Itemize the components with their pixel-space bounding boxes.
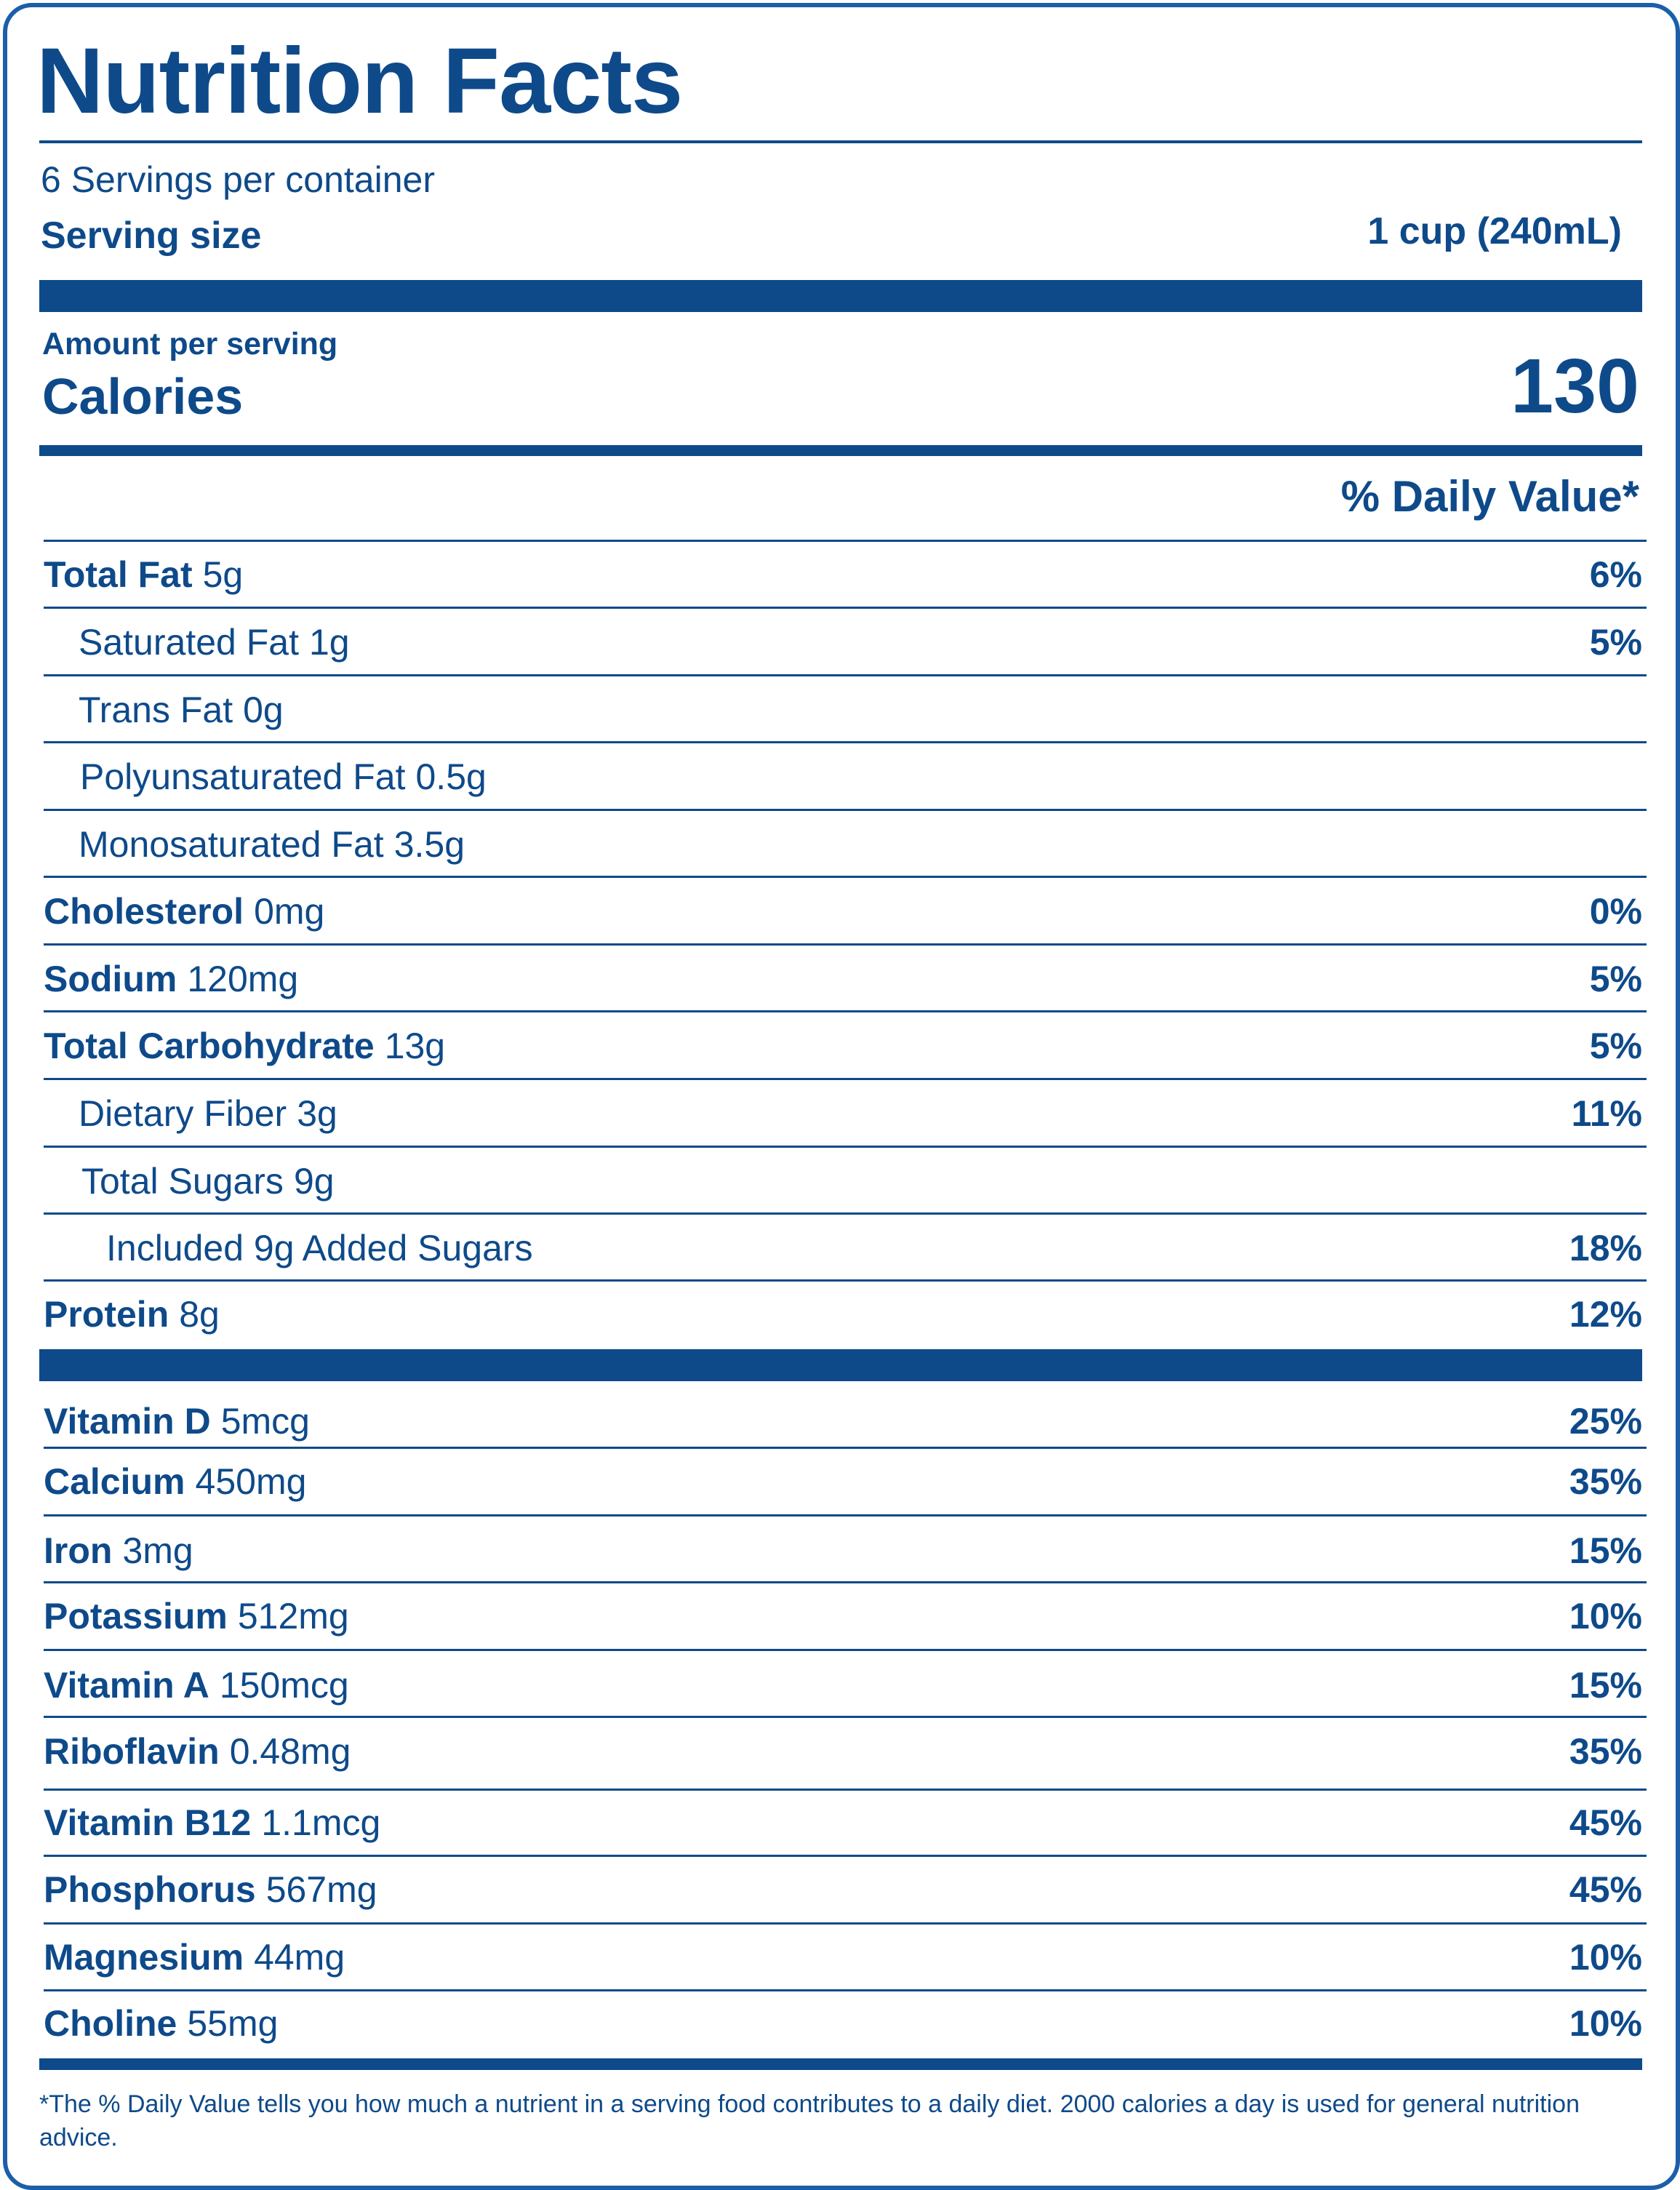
nutrient-name: Total Sugars: [81, 1161, 284, 1202]
daily-value-percent: 15%: [1569, 1530, 1642, 1571]
row-vitamin-d: [44, 1399, 1642, 1443]
nutrient-amount: 3g: [297, 1093, 337, 1134]
row-divider: [44, 1146, 1647, 1148]
nutrient-name: Vitamin D: [44, 1401, 211, 1442]
daily-value-percent: 5%: [1589, 1026, 1642, 1066]
footnote-divider: [39, 2058, 1642, 2070]
row-label: [44, 689, 284, 731]
row-divider: [44, 540, 1647, 542]
row-divider: [44, 1078, 1647, 1080]
nutrient-name: Dietary Fiber: [79, 1093, 287, 1134]
row-included-9g-added-sugars: [44, 1226, 1642, 1270]
nutrient-amount: 150mcg: [219, 1665, 349, 1706]
row-label: [44, 554, 243, 596]
row-label: [44, 1092, 337, 1135]
nutrient-name: Potassium: [44, 1596, 228, 1636]
row-potassium: [44, 1594, 1642, 1638]
nutrient-amount: 5mcg: [220, 1401, 310, 1442]
nutrient-amount: 3.5g: [393, 824, 465, 865]
nutrient-name: Polyunsaturated Fat: [80, 756, 406, 797]
row-divider: [44, 1649, 1647, 1651]
row-divider: [44, 1855, 1647, 1857]
calories-label: Calories: [42, 368, 244, 425]
row-phosphorus: [44, 1868, 1642, 1911]
row-choline: [44, 2002, 1642, 2045]
row-label: [44, 1227, 543, 1269]
nutrient-amount: 13g: [384, 1026, 446, 1066]
row-riboflavin: [44, 1730, 1642, 1773]
row-magnesium: [44, 1935, 1642, 1979]
nutrient-name: Iron: [44, 1530, 113, 1571]
row-divider: [44, 1716, 1647, 1718]
row-vitamin-a: [44, 1663, 1642, 1707]
nutrient-amount: 567mg: [265, 1869, 377, 1910]
nutrient-name: Total Carbohydrate: [44, 1026, 375, 1066]
row-protein: [44, 1292, 1642, 1336]
row-label: [44, 1160, 335, 1202]
row-total-carbohydrate: [44, 1024, 1642, 1068]
row-label: [44, 958, 298, 1000]
daily-value-percent: 45%: [1569, 1869, 1642, 1910]
row-calcium: [44, 1460, 1642, 1503]
label-title: Nutrition Facts: [36, 29, 683, 133]
daily-value-percent: 10%: [1569, 2003, 1642, 2044]
nutrient-amount: 5g: [202, 554, 244, 595]
thick-divider: [39, 280, 1642, 312]
row-divider: [44, 1279, 1647, 1282]
servings-per-container: 6 Servings per container: [41, 159, 435, 200]
nutrient-amount: 55mg: [187, 2003, 279, 2044]
daily-value-percent: 0%: [1589, 891, 1642, 932]
nutrient-amount: 0mg: [254, 891, 325, 932]
nutrient-amount: 1.1mcg: [261, 1802, 381, 1843]
row-monosaturated-fat: [44, 823, 1642, 866]
daily-value-percent: 12%: [1569, 1294, 1642, 1335]
vitamin-divider: [39, 1349, 1642, 1381]
row-divider: [44, 1010, 1647, 1012]
nutrient-amount: 512mg: [237, 1596, 349, 1636]
row-saturated-fat: [44, 620, 1642, 664]
row-label: [44, 823, 465, 866]
nutrient-name: Cholesterol: [44, 891, 244, 932]
nutrient-name: Choline: [44, 2003, 177, 2044]
row-dietary-fiber: [44, 1092, 1642, 1135]
daily-value-percent: 35%: [1569, 1731, 1642, 1772]
row-divider: [44, 1789, 1647, 1791]
nutrient-name: Phosphorus: [44, 1869, 256, 1910]
row-divider: [44, 1581, 1647, 1583]
row-trans-fat: [44, 688, 1642, 732]
row-divider: [44, 741, 1647, 743]
nutrient-name: Riboflavin: [44, 1731, 220, 1772]
daily-value-percent: 18%: [1569, 1228, 1642, 1268]
title-divider: [39, 140, 1642, 143]
row-cholesterol: [44, 890, 1642, 933]
nutrient-amount: 1g: [308, 622, 350, 663]
nutrient-name: Protein: [44, 1294, 169, 1335]
calories-value: 130: [1511, 343, 1639, 429]
row-label: [44, 1664, 349, 1706]
serving-size-value: 1 cup (240mL): [1367, 210, 1622, 252]
daily-value-header: % Daily Value*: [1340, 472, 1639, 521]
row-label: [44, 1400, 310, 1442]
medium-divider: [39, 445, 1642, 456]
nutrient-amount: 9g: [293, 1161, 335, 1202]
nutrient-name: Calcium: [44, 1461, 185, 1502]
nutrient-amount: 0g: [243, 690, 284, 730]
nutrient-amount: 8g: [179, 1294, 220, 1335]
row-label: [44, 890, 324, 932]
row-divider: [44, 1514, 1647, 1516]
row-label: [44, 756, 487, 798]
nutrient-amount: 3mg: [122, 1530, 193, 1571]
nutrient-name: Monosaturated Fat: [79, 824, 384, 865]
row-total-fat: [44, 553, 1642, 596]
amount-per-serving: Amount per serving: [42, 327, 338, 361]
daily-value-percent: 10%: [1569, 1937, 1642, 1978]
nutrient-amount: 450mg: [195, 1461, 307, 1502]
footnote: *The % Daily Value tells you how much a nutrient in a serving food contributes to a daily diet. 2000 calories a day is used for general nutrition advice.: [39, 2090, 1580, 2151]
row-sodium: [44, 957, 1642, 1001]
daily-value-percent: 15%: [1569, 1665, 1642, 1706]
daily-value-percent: 6%: [1589, 554, 1642, 595]
nutrient-amount: 44mg: [254, 1937, 345, 1978]
nutrient-amount: 0.48mg: [229, 1731, 351, 1772]
nutrient-name: Vitamin A: [44, 1665, 209, 1706]
row-iron: [44, 1529, 1642, 1572]
row-label: [44, 2002, 278, 2045]
serving-size-label: Serving size: [41, 215, 262, 257]
row-divider: [44, 876, 1647, 878]
row-divider: [44, 1212, 1647, 1215]
row-label: [44, 1936, 345, 1978]
nutrient-amount: 120mg: [187, 959, 299, 999]
daily-value-percent: 10%: [1569, 1596, 1642, 1636]
row-label: [44, 1869, 377, 1911]
row-label: [44, 1293, 220, 1335]
nutrient-name: Total Fat: [44, 554, 193, 595]
daily-value-percent: 25%: [1569, 1401, 1642, 1442]
row-vitamin-b12: [44, 1801, 1642, 1845]
nutrient-name: Sodium: [44, 959, 177, 999]
row-divider: [44, 943, 1647, 946]
nutrient-name: Magnesium: [44, 1937, 244, 1978]
row-label: [44, 1530, 193, 1572]
row-divider: [44, 607, 1647, 609]
row-divider: [44, 674, 1647, 676]
row-label: [44, 1025, 445, 1067]
nutrient-amount: 0.5g: [415, 756, 487, 797]
row-divider: [44, 1922, 1647, 1925]
daily-value-percent: 5%: [1589, 959, 1642, 999]
daily-value-percent: 5%: [1589, 622, 1642, 663]
nutrient-name: Saturated Fat: [79, 622, 299, 663]
row-label: [44, 1730, 351, 1773]
nutrient-name: Vitamin B12: [44, 1802, 252, 1843]
row-divider: [44, 1447, 1647, 1449]
nutrient-name: Included 9g Added Sugars: [106, 1228, 533, 1268]
row-polyunsaturated-fat: [44, 755, 1642, 799]
row-label: [44, 1802, 380, 1844]
row-total-sugars: [44, 1159, 1642, 1203]
row-label: [44, 621, 350, 663]
row-divider: [44, 1989, 1647, 1991]
row-divider: [44, 809, 1647, 811]
daily-value-percent: 45%: [1569, 1802, 1642, 1843]
daily-value-percent: 35%: [1569, 1461, 1642, 1502]
nutrient-name: Trans Fat: [79, 690, 233, 730]
row-label: [44, 1460, 306, 1503]
daily-value-percent: 11%: [1571, 1093, 1642, 1134]
row-label: [44, 1595, 349, 1637]
